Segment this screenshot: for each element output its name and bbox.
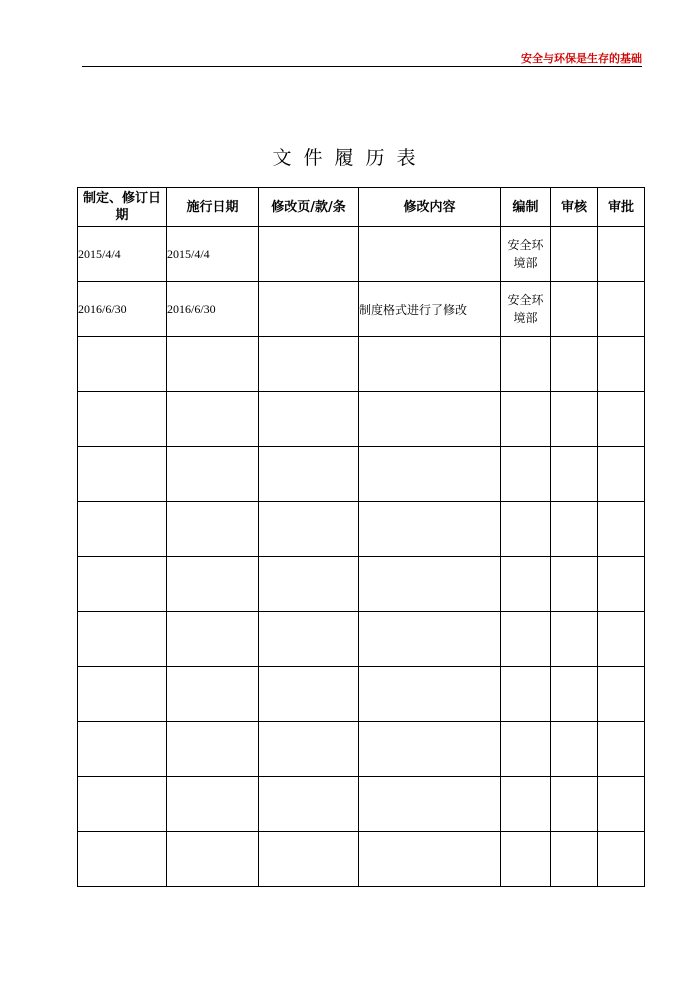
cell-revision-date	[78, 447, 167, 502]
cell-approver	[598, 282, 645, 337]
header-rule	[82, 66, 642, 67]
document-title: 文件履历表	[272, 147, 428, 169]
cell-modification-content	[359, 502, 501, 557]
header-slogan: 安全与环保是生存的基础	[521, 52, 642, 65]
cell-effective-date: 2016/6/30	[167, 282, 259, 337]
header-editor: 编制	[501, 188, 551, 227]
header-revision-date: 制定、修订日期	[78, 188, 167, 227]
table-header-row	[78, 188, 645, 227]
header-modified-pages: 修改页/款/条	[259, 188, 359, 227]
cell-reviewer	[551, 612, 598, 667]
cell-revision-date: 2015/4/4	[78, 227, 167, 282]
cell-editor	[501, 832, 551, 887]
cell-modified-pages	[259, 777, 359, 832]
cell-effective-date	[167, 722, 259, 777]
cell-approver	[598, 392, 645, 447]
cell-approver	[598, 337, 645, 392]
header-approver: 审批	[598, 188, 645, 227]
table-row	[78, 227, 645, 282]
cell-effective-date	[167, 337, 259, 392]
cell-editor	[501, 447, 551, 502]
cell-editor	[501, 227, 551, 282]
cell-approver	[598, 557, 645, 612]
cell-modified-pages	[259, 392, 359, 447]
cell-editor	[501, 337, 551, 392]
cell-approver	[598, 667, 645, 722]
table-row	[78, 392, 645, 447]
cell-revision-date	[78, 722, 167, 777]
cell-reviewer	[551, 777, 598, 832]
cell-editor	[501, 722, 551, 777]
cell-approver	[598, 612, 645, 667]
cell-approver	[598, 502, 645, 557]
cell-modified-pages	[259, 502, 359, 557]
table-row	[78, 282, 645, 337]
editor-text: 安全环境部	[507, 238, 544, 270]
cell-modified-pages	[259, 447, 359, 502]
cell-approver	[598, 832, 645, 887]
cell-modified-pages	[259, 722, 359, 777]
table-row	[78, 832, 645, 887]
table-body	[78, 227, 645, 887]
cell-revision-date	[78, 667, 167, 722]
cell-effective-date	[167, 447, 259, 502]
cell-modification-content: 制度格式进行了修改	[359, 282, 501, 337]
cell-reviewer	[551, 227, 598, 282]
cell-reviewer	[551, 337, 598, 392]
cell-modification-content	[359, 227, 501, 282]
cell-effective-date	[167, 502, 259, 557]
revision-history-table	[77, 187, 645, 887]
cell-revision-date	[78, 337, 167, 392]
cell-approver	[598, 722, 645, 777]
cell-revision-date	[78, 777, 167, 832]
cell-modification-content	[359, 392, 501, 447]
cell-revision-date	[78, 502, 167, 557]
cell-reviewer	[551, 447, 598, 502]
cell-modified-pages	[259, 282, 359, 337]
cell-approver	[598, 227, 645, 282]
cell-revision-date	[78, 832, 167, 887]
cell-modification-content	[359, 557, 501, 612]
header-modification-content: 修改内容	[359, 188, 501, 227]
cell-modification-content	[359, 777, 501, 832]
cell-editor	[501, 777, 551, 832]
table-row	[78, 667, 645, 722]
editor-text: 安全环境部	[507, 293, 544, 325]
cell-effective-date	[167, 612, 259, 667]
cell-modified-pages	[259, 612, 359, 667]
cell-reviewer	[551, 502, 598, 557]
table-row	[78, 447, 645, 502]
table-row	[78, 612, 645, 667]
cell-effective-date	[167, 557, 259, 612]
cell-modified-pages	[259, 667, 359, 722]
cell-effective-date	[167, 667, 259, 722]
header-reviewer: 审核	[551, 188, 598, 227]
cell-editor	[501, 612, 551, 667]
cell-revision-date: 2016/6/30	[78, 282, 167, 337]
cell-effective-date: 2015/4/4	[167, 227, 259, 282]
cell-revision-date	[78, 612, 167, 667]
cell-reviewer	[551, 557, 598, 612]
cell-editor	[501, 392, 551, 447]
cell-modification-content	[359, 447, 501, 502]
cell-modified-pages	[259, 557, 359, 612]
cell-modification-content	[359, 832, 501, 887]
cell-editor	[501, 502, 551, 557]
cell-editor	[501, 282, 551, 337]
cell-approver	[598, 447, 645, 502]
cell-effective-date	[167, 832, 259, 887]
cell-revision-date	[78, 392, 167, 447]
cell-reviewer	[551, 392, 598, 447]
table-row	[78, 337, 645, 392]
cell-editor	[501, 557, 551, 612]
cell-editor	[501, 667, 551, 722]
cell-modification-content	[359, 612, 501, 667]
table-row	[78, 777, 645, 832]
cell-approver	[598, 777, 645, 832]
cell-reviewer	[551, 832, 598, 887]
header-effective-date: 施行日期	[167, 188, 259, 227]
cell-modified-pages	[259, 337, 359, 392]
cell-reviewer	[551, 667, 598, 722]
table-row	[78, 557, 645, 612]
cell-reviewer	[551, 282, 598, 337]
cell-effective-date	[167, 392, 259, 447]
table-row	[78, 722, 645, 777]
cell-modification-content	[359, 337, 501, 392]
cell-modified-pages	[259, 832, 359, 887]
cell-revision-date	[78, 557, 167, 612]
cell-modified-pages	[259, 227, 359, 282]
table-row	[78, 502, 645, 557]
cell-modification-content	[359, 667, 501, 722]
cell-reviewer	[551, 722, 598, 777]
cell-modification-content	[359, 722, 501, 777]
cell-effective-date	[167, 777, 259, 832]
